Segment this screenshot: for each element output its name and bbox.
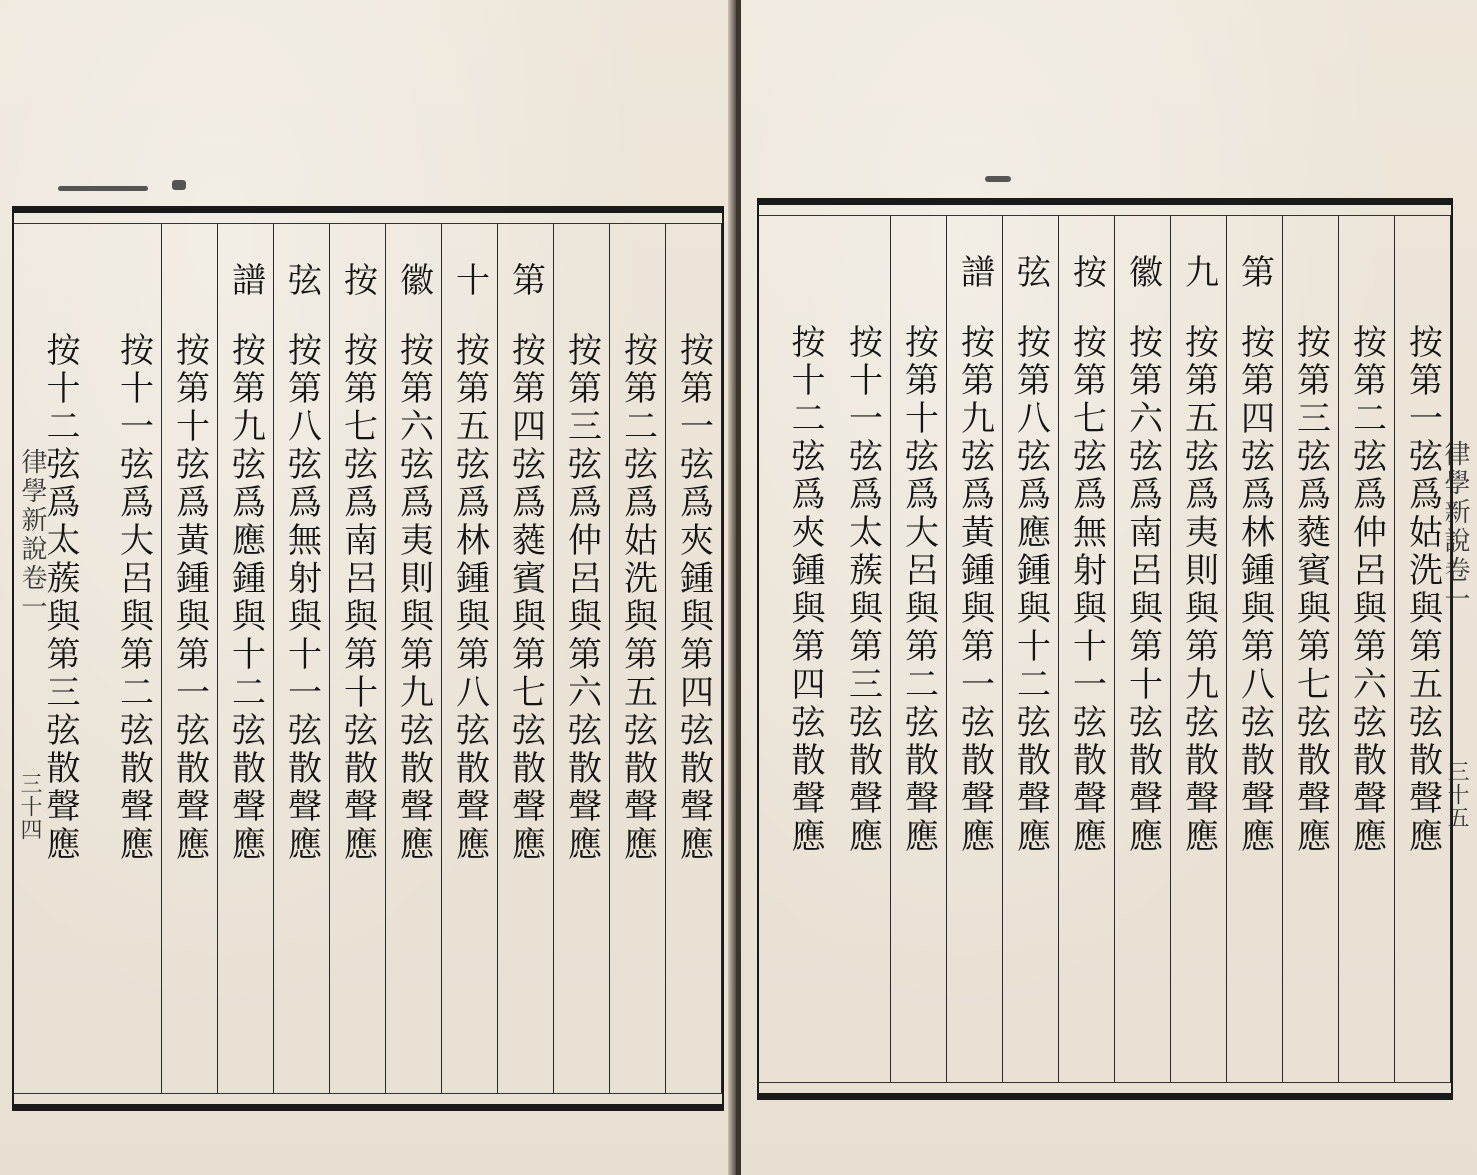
left-column-10 [162,224,218,1093]
left-column-8 [274,224,330,1093]
left-column-3 [554,224,610,1093]
left-column-11 [106,224,162,1093]
column-text: 按第五弦爲夷則與第九弦散聲應 [1178,324,1219,856]
column-heading: 第 [505,262,546,300]
right-text-frame [757,198,1453,1100]
column-text: 按第八弦爲應鍾與十二弦散聲應 [1010,324,1051,856]
column-text: 按第四弦爲蕤賓與第七弦散聲應 [505,332,546,864]
left-column-9 [218,224,274,1093]
left-column-grid [14,223,722,1094]
ink-smudge [985,176,1011,182]
column-text: 按第七弦爲無射與十一弦散聲應 [1066,324,1107,856]
left-column-7 [330,224,386,1093]
right-page-number: 三十五 [1444,760,1469,829]
column-text: 按第四弦爲林鍾與第八弦散聲應 [1234,324,1275,856]
column-heading: 徽 [393,262,434,300]
column-heading: 第 [1234,254,1275,292]
ink-smudge [172,180,186,190]
column-heading: 十 [449,262,490,300]
column-text: 按第七弦爲南呂與第十弦散聲應 [337,332,378,864]
left-column-1 [666,224,722,1093]
column-text: 按第八弦爲無射與十一弦散聲應 [281,332,322,864]
left-margin-title: 律學新說卷一 [17,448,47,622]
column-text: 按第三弦爲蕤賓與第七弦散聲應 [1290,324,1331,856]
column-text: 按第十弦爲黃鍾與第一弦散聲應 [169,332,210,864]
column-text: 按十一弦爲太蔟與第三弦散聲應 [842,324,883,856]
left-column-6 [386,224,442,1093]
column-text: 按十二弦爲太蔟與第三弦散聲應 [40,332,80,864]
column-heading: 按 [1066,254,1107,292]
column-text: 按第九弦爲黃鍾與第一弦散聲應 [954,324,995,856]
column-text: 按十一弦爲大呂與第二弦散聲應 [113,332,154,864]
column-text: 按第二弦爲仲呂與第六弦散聲應 [1346,324,1387,856]
column-heading: 譜 [954,254,995,292]
right-column-11 [835,216,891,1082]
right-column-8 [1003,216,1059,1082]
column-heading: 按 [337,262,378,300]
column-text: 按第五弦爲林鍾與第八弦散聲應 [449,332,490,864]
left-page-number: 三十四 [17,772,42,841]
left-page [0,0,736,1175]
column-heading: 弦 [281,262,322,300]
column-text: 按第九弦爲應鍾與十二弦散聲應 [225,332,266,864]
column-text: 按第一弦爲夾鍾與第四弦散聲應 [673,332,714,864]
column-heading: 弦 [1010,254,1051,292]
column-text: 按第六弦爲南呂與第十弦散聲應 [1122,324,1163,856]
column-heading: 九 [1178,254,1219,292]
column-text: 按第六弦爲夷則與第九弦散聲應 [393,332,434,864]
left-column-2 [610,224,666,1093]
column-text: 按十二弦爲夾鍾與第四弦散聲應 [785,324,825,856]
column-text: 按第十弦爲大呂與第二弦散聲應 [898,324,939,856]
column-text: 按第一弦爲姑洗與第五弦散聲應 [1402,324,1443,856]
right-column-2 [1339,216,1395,1082]
right-column-10 [891,216,947,1082]
left-column-12 [16,224,106,1093]
right-column-1 [1395,216,1451,1082]
right-column-7 [1059,216,1115,1082]
right-column-6 [1115,216,1171,1082]
right-page [741,0,1477,1175]
left-text-frame [12,206,724,1111]
right-margin-title: 律學新說卷一 [1440,440,1470,614]
column-heading: 譜 [225,262,266,300]
right-column-grid [759,215,1451,1083]
right-column-5 [1171,216,1227,1082]
right-column-4 [1227,216,1283,1082]
column-text: 按第二弦爲姑洗與第五弦散聲應 [617,332,658,864]
column-heading: 徽 [1122,254,1163,292]
column-text: 按第三弦爲仲呂與第六弦散聲應 [561,332,602,864]
left-column-4 [498,224,554,1093]
right-column-9 [947,216,1003,1082]
left-column-5 [442,224,498,1093]
ink-smudge [58,186,148,191]
right-column-12 [759,216,835,1082]
right-column-3 [1283,216,1339,1082]
